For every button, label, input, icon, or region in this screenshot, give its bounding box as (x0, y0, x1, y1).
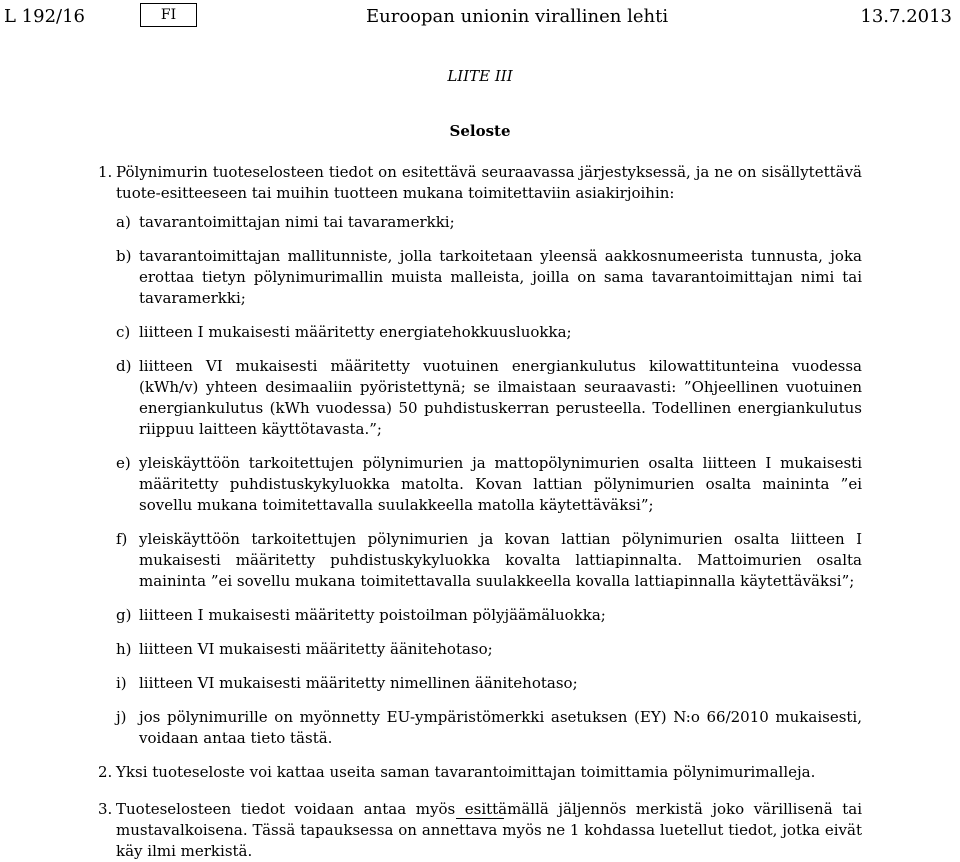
list-item-g (116, 605, 862, 626)
item-text: yleiskäyttöön tarkoitettujen pölynimurien ja kovan lattian pölynimurien osalta liitteen I mukaisesti määritetty puhdistuskykyluokka kovalta lattiapinnalta. Mattoimurien osalta maininta ”ei sovellu mukana toimitettavalla suulakkeella kovalla lattiapinnalla käytettäväksi”; (139, 530, 862, 590)
item-label: d) (116, 357, 132, 375)
language-badge: FI (140, 3, 197, 27)
paragraph-2 (98, 762, 862, 783)
list-item-h (116, 639, 862, 660)
item-label: j) (116, 708, 127, 726)
list-item-a (116, 212, 862, 233)
list-item-f (116, 529, 862, 592)
list-item-b (116, 246, 862, 309)
list-item-i (116, 673, 862, 694)
paragraph-text: Yksi tuoteseloste voi kattaa useita saman tavarantoimittajan toimittamia pölynimurimalleja. (116, 763, 816, 781)
paragraph-number: 3. (98, 800, 113, 818)
item-text: liitteen VI mukaisesti määritetty nimellinen äänitehotaso; (139, 674, 578, 692)
item-text: yleiskäyttöön tarkoitettujen pölynimurien ja mattopölynimurien osalta liitteen I mukaisesti määritetty puhdistuskykyluokka matolta. Kovan lattian pölynimurien osalta maininta ”ei sovellu mukana toimitettavalla suulakkeella matolla käytettäväksi”; (139, 454, 862, 514)
annex-title: LIITE III (447, 67, 513, 85)
list-item-e (116, 453, 862, 516)
footer-divider (456, 818, 504, 819)
paragraph-1 (98, 162, 862, 749)
item-label: e) (116, 454, 131, 472)
list-item-j (116, 707, 862, 749)
item-label: i) (116, 674, 127, 692)
page-reference: L 192/16 (4, 6, 85, 27)
list-item-d (116, 356, 862, 440)
journal-title: Euroopan unionin virallinen lehti (366, 6, 669, 27)
item-label: h) (116, 640, 132, 658)
item-label: f) (116, 530, 128, 548)
paragraph-number: 1. (98, 163, 113, 181)
item-text: tavarantoimittajan nimi tai tavaramerkki; (139, 213, 455, 231)
item-label: g) (116, 606, 132, 624)
list-item-c (116, 322, 862, 343)
document-body (98, 162, 862, 862)
paragraph-text: Pölynimurin tuoteselosteen tiedot on esitettävä seuraavassa järjestyksessä, ja ne on sisällytettävä tuote-esitteeseen tai muihin tuotteen mukana toimitettaviin asiakirjoihin: (116, 163, 862, 202)
item-label: b) (116, 247, 132, 265)
page-header (4, 6, 952, 32)
item-label: a) (116, 213, 131, 231)
item-text: liitteen VI mukaisesti määritetty äänitehotaso; (139, 640, 493, 658)
item-text: liitteen VI mukaisesti määritetty vuotuinen energiankulutus kilowattitunteina vuodessa (kWh/v) yhteen desimaaliin pyöristettynä; se ilmaistaan seuraavasti: ”Ohjeellinen vuotuinen energiankulutus (kWh vuodessa) 50 puhdistuskerran perusteella. Todellinen energiankulutus riippuu laitteen käyttötavasta.”; (139, 357, 862, 438)
paragraph-number: 2. (98, 763, 113, 781)
item-text: liitteen I mukaisesti määritetty energiatehokkuusluokka; (139, 323, 572, 341)
item-label: c) (116, 323, 131, 341)
document-title: Seloste (449, 122, 511, 140)
item-text: liitteen I mukaisesti määritetty poistoilman pölyjäämäluokka; (139, 606, 606, 624)
paragraph-3 (98, 799, 862, 862)
item-text: tavarantoimittajan mallitunniste, jolla tarkoitetaan yleensä aakkosnumeerista tunnusta, joka erottaa tietyn pölynimurimallin muista malleista, joilla on sama tavarantoimittajan nimi tai tavaramerkki; (139, 247, 862, 307)
publication-date: 13.7.2013 (860, 6, 952, 27)
item-text: jos pölynimurille on myönnetty EU-ympäristömerkki asetuksen (EY) N:o 66/2010 mukaisesti, voidaan antaa tieto tästä. (139, 708, 862, 747)
requirements-list (116, 212, 862, 749)
paragraph-text: Tuoteselosteen tiedot voidaan antaa myös esittämällä jäljennös merkistä joko värillisenä tai mustavalkoisena. Tässä tapauksessa on annettava myös ne 1 kohdassa luetellut tiedot, jotka eivät käy ilmi merkistä. (116, 800, 862, 860)
